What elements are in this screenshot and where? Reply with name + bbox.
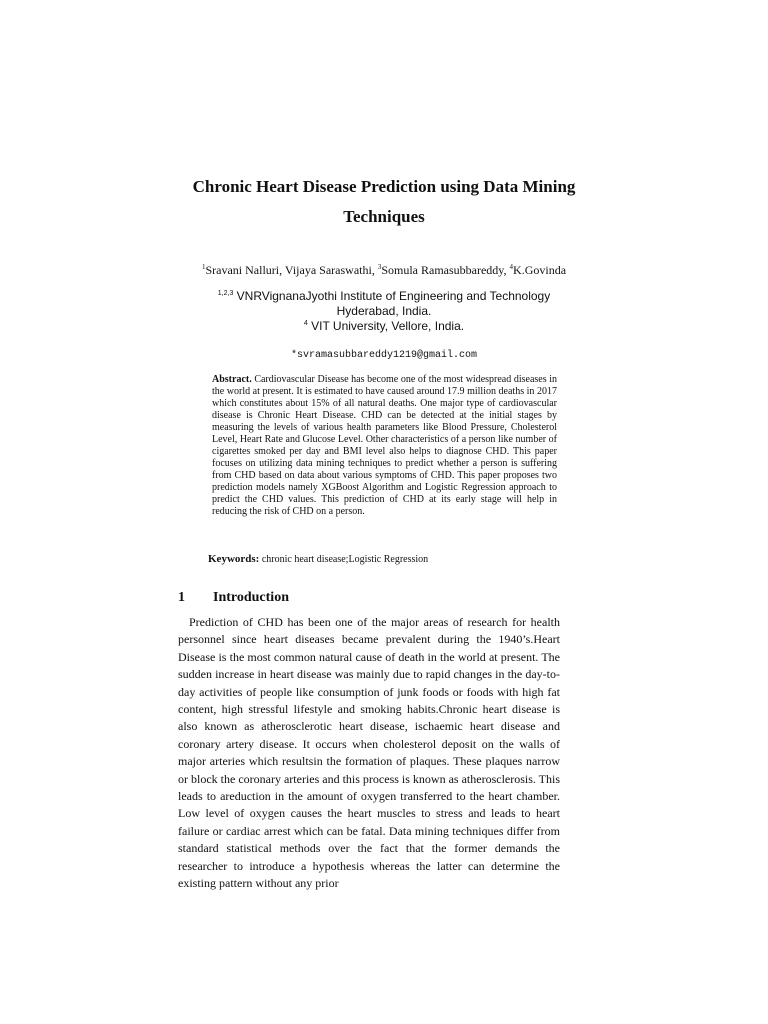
author (202, 263, 285, 277)
abstract (212, 374, 557, 518)
keywords-label: Keywords: (208, 553, 260, 565)
author-name: K.Govinda (513, 263, 567, 277)
section-title: Introduction (213, 590, 289, 605)
paper-title: Chronic Heart Disease Prediction using Data Mining Techniques (192, 177, 576, 226)
author-affil-sup: 4 (509, 263, 514, 271)
abstract-label: Abstract. (212, 374, 252, 385)
affiliation-text: VIT University, Vellore, India. (307, 319, 465, 333)
body-text (178, 614, 560, 893)
author-affil-sup: 1 (201, 263, 206, 271)
affiliation-text: VNRVignanaJyothi Institute of Engineering and Technology (233, 289, 551, 303)
contact-email: *svramasubbareddy1219@gmail.com (290, 350, 478, 361)
author (378, 263, 510, 277)
keywords (208, 552, 568, 567)
author-name: Vijaya Saraswathi, (284, 263, 378, 277)
paragraph: Prediction of CHD has been one of the major areas of research for health personnel since heart diseases became prevalent during the 1940’s.Heart Disease is the most common natural cause of death in the world at present. The sudden increase in heart disease was mainly due to rapid changes in the day-to-day activities of people like consumption of junk foods or foods with high fat content, high stressful lifestyle and smoking habits.Chronic heart disease is also known as atherosclerotic heart disease, ischaemic heart disease and coronary artery disease. It occurs when cholesterol deposit on the walls of major arteries which resultsin the formation of plaques. These plaques narrow or block the coronary arteries and this process is known as atherosclerosis. This leads to areduction in the amount of oxygen transferred to the heart chamber. Low level of oxygen causes the heart muscles to stress and leads to heart failure or cardiac arrest which can be fatal. Data mining techniques differ from standard statistical methods over the fact that the former demands the researcher to introduce a hypothesis whereas the latter can determine the existing pattern without any prior (178, 615, 561, 891)
affiliation-sup: 1,2,3 (217, 290, 234, 297)
affiliation-sup: 4 (303, 320, 308, 327)
section-heading (178, 589, 578, 607)
author-affil-sup: 3 (377, 263, 382, 271)
affiliation-line (150, 319, 618, 334)
author-list (120, 262, 648, 278)
affiliations (150, 289, 618, 334)
author-name: Sravani Nalluri, (205, 263, 285, 277)
keywords-text: chronic heart disease;Logistic Regression (261, 554, 429, 565)
section-number: 1 (178, 590, 185, 605)
affiliation-line (150, 289, 618, 304)
author (285, 263, 378, 277)
abstract-text: Cardiovascular Disease has become one of the most widespread diseases in the world at present. It is estimated to have caused around 17.9 million deaths in 2017 which constitutes about 15% of all natural deaths. One major type of cardiovascular disease is Chronic Heart Disease. CHD can be detected at the initial stages by measuring the levels of various health parameters like Blood Pressure, Cholesterol Level, Heart Rate and Glucose Level. Other characteristics of a person like number of cigarettes smoked per day and BMI level also helps to diagnose CHD. This paper focuses on utilizing data mining techniques to predict whether a person is suffering from CHD based on data about various symptoms of CHD. This paper proposes two prediction models namely XGBoost Algorithm and Logistic Regression approach to predict the CHD values. This prediction of CHD at its early stage will help in reducing the risk of CHD on a person. (212, 374, 557, 517)
affiliation-line: Hyderabad, India. (336, 304, 432, 318)
author (510, 263, 567, 277)
author-name: Somula Ramasubbareddy, (381, 263, 510, 277)
